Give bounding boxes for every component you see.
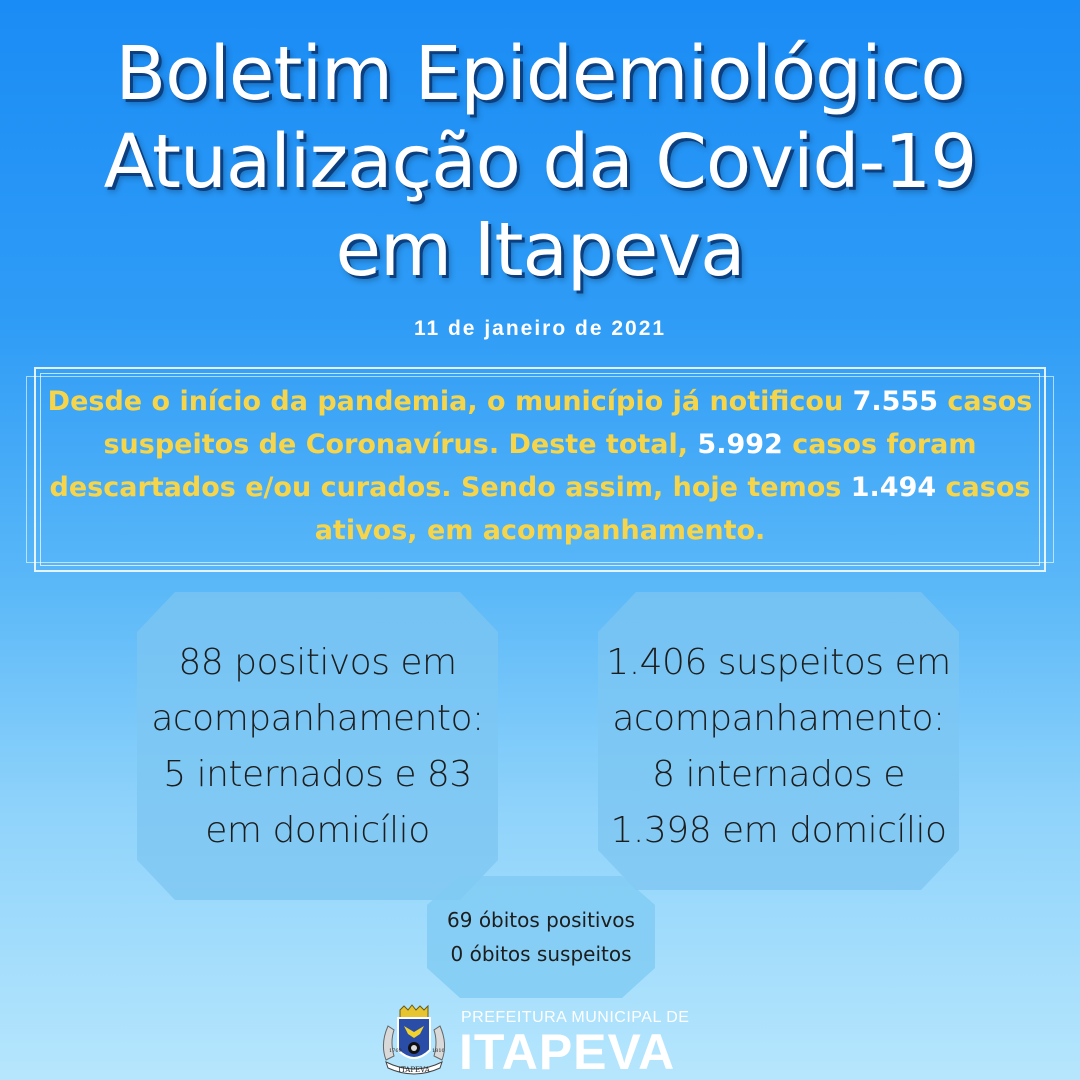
deaths-suspect: 0 óbitos suspeitos	[450, 942, 632, 966]
crest-text: ITAPEVA	[398, 1066, 430, 1074]
discarded-count: 5.992	[697, 429, 783, 460]
notified-count: 7.555	[852, 386, 938, 417]
positive-card-line-3: 5 internados e 83	[163, 754, 472, 795]
crest-year-left: 1769	[389, 1048, 402, 1054]
suspect-card-line-4: 1.398 em domicílio	[610, 810, 947, 851]
positive-card-line-1: 88 positivos em	[178, 642, 457, 683]
title-line-2: Atualização da Covid-19	[103, 119, 977, 205]
suspect-card-line-1: 1.406 suspeitos em	[606, 642, 951, 683]
footer-prefeitura: PREFEITURA MUNICIPAL DE	[461, 1009, 690, 1026]
suspect-card-line-3: 8 internados e	[652, 754, 905, 795]
footer-city-name: ITAPEVA	[459, 1024, 676, 1080]
city-crest-icon	[376, 1004, 452, 1076]
positive-card-line-2: acompanhamento:	[151, 698, 484, 739]
suspect-card-line-2: acompanhamento:	[612, 698, 945, 739]
active-count: 1.494	[850, 472, 937, 503]
suspect-card	[588, 635, 969, 859]
deaths-box	[430, 903, 652, 971]
bulletin-date: 11 de janeiro de 2021	[413, 317, 667, 340]
title-line-1: Boletim Epidemiológico	[115, 31, 965, 117]
deaths-positive: 69 óbitos positivos	[447, 908, 635, 932]
summary-part-4: casos ativos, em acompanhamento.	[314, 472, 1031, 546]
summary-part-2: casos suspeitos de Coronavírus. Deste total,	[103, 386, 1033, 460]
summary-part-1: Desde o início da pandemia, o município já notificou	[47, 386, 853, 417]
crest-year-right: 1810	[432, 1048, 445, 1054]
positive-card-line-4: em domicílio	[205, 810, 430, 851]
title-line-3: em Itapeva	[335, 207, 745, 293]
positive-card	[137, 635, 498, 859]
summary-part-3: casos foram descartados e/ou curados. Sendo assim, hoje temos	[49, 429, 977, 503]
